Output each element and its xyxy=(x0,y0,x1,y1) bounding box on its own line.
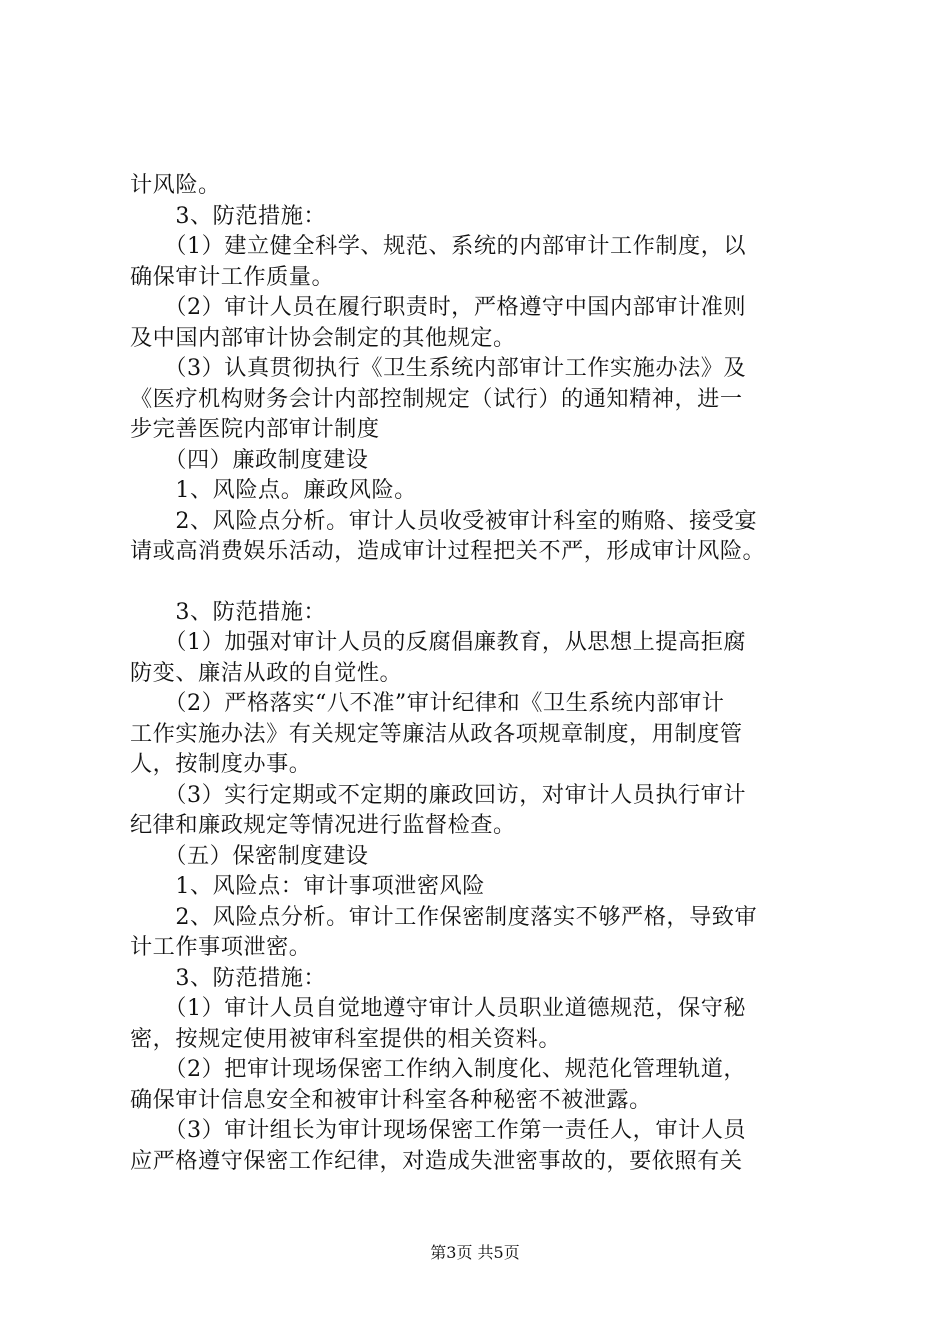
text-line: 3、防范措施： xyxy=(130,964,327,991)
text-line: 密，按规定使用被审科室提供的相关资料。 xyxy=(130,1025,562,1052)
text-line: （2）严格落实“八不准”审计纪律和《卫生系统内部审计 xyxy=(130,690,725,716)
text-line: 2、风险点分析。审计人员收受被审计科室的贿赂、接受宴 xyxy=(130,507,758,534)
text-line: 计风险。 xyxy=(130,172,221,198)
text-line: 人，按制度办事。 xyxy=(130,751,312,777)
blank-line xyxy=(130,567,830,597)
text-line: （1）建立健全科学、规范、系统的内部审计工作制度，以 xyxy=(130,233,747,259)
text-line: 3、防范措施： xyxy=(130,202,327,229)
text-line: 防变、廉洁从政的自觉性。 xyxy=(130,659,403,686)
text-line: 1、风险点：审计事项泄密风险 xyxy=(130,873,485,899)
text-line: 《医疗机构财务会计内部控制规定（试行）的通知精神，进一 xyxy=(130,385,743,412)
text-line: 计工作事项泄密。 xyxy=(130,934,312,960)
text-line: （2）把审计现场保密工作纳入制度化、规范化管理轨道， xyxy=(130,1056,747,1082)
text-line: （3）实行定期或不定期的廉政回访，对审计人员执行审计 xyxy=(130,781,747,808)
text-line: 步完善医院内部审计制度 xyxy=(130,416,380,442)
text-line: 及中国内部审计协会制定的其他规定。 xyxy=(130,324,516,351)
text-line: （2）审计人员在履行职责时，严格遵守中国内部审计准则 xyxy=(130,294,747,320)
text-line: 3、防范措施： xyxy=(130,598,327,625)
text-line: 1、风险点。廉政风险。 xyxy=(130,477,417,503)
text-line: （3）认真贯彻执行《卫生系统内部审计工作实施办法》及 xyxy=(130,355,747,381)
text-line: 确保审计信息安全和被审计科室各种秘密不被泄露。 xyxy=(130,1086,652,1113)
section-heading: （五）保密制度建设 xyxy=(130,842,369,869)
text-line: （3）审计组长为审计现场保密工作第一责任人，审计人员 xyxy=(130,1117,747,1143)
text-line: 2、风险点分析。审计工作保密制度落实不够严格，导致审 xyxy=(130,903,758,930)
section-heading: （四）廉政制度建设 xyxy=(130,446,369,473)
text-line: 应严格遵守保密工作纪律，对造成失泄密事故的，要依照有关 xyxy=(130,1147,743,1174)
text-line: （1）加强对审计人员的反腐倡廉教育，从思想上提高拒腐 xyxy=(130,629,747,655)
document-body xyxy=(130,170,830,1176)
text-line: 纪律和廉政规定等情况进行监督检查。 xyxy=(130,812,516,838)
text-line: 确保审计工作质量。 xyxy=(130,263,335,290)
page-footer: 第3页 共5页 xyxy=(430,1243,520,1262)
text-line: 工作实施办法》有关规定等廉洁从政各项规章制度，用制度管 xyxy=(130,720,743,747)
text-line: 请或高消费娱乐活动，造成审计过程把关不严，形成审计风险。 xyxy=(130,538,766,564)
text-line: （1）审计人员自觉地遵守审计人员职业道德规范，保守秘 xyxy=(130,995,747,1021)
